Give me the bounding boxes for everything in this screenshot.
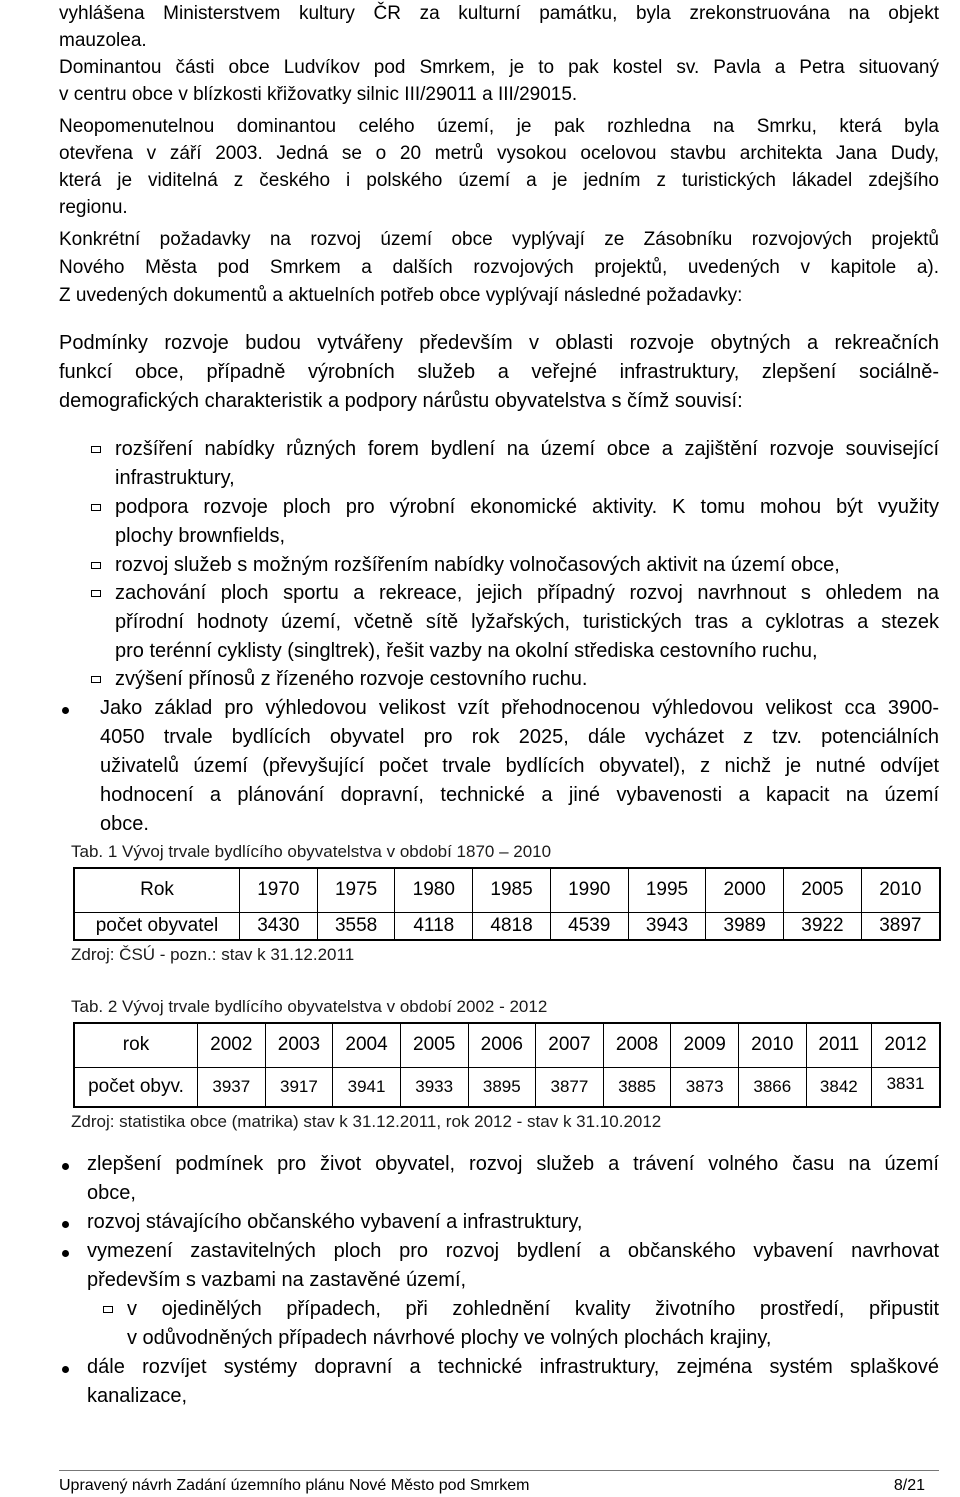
table-cell: 1970 <box>240 868 318 912</box>
table-cell: 1990 <box>550 868 628 912</box>
table-cell: 3842 <box>806 1067 871 1107</box>
text-line: v odůvodněných případech návrhové plochy ve volných plochách krajiny, <box>127 1327 772 1349</box>
table-cell: 1975 <box>317 868 395 912</box>
konkretni-paragraph <box>59 226 939 310</box>
text-line: kanalizace, <box>87 1385 188 1407</box>
podminky-paragraph <box>59 329 939 416</box>
text-line: mauzolea. <box>59 30 147 51</box>
list-item <box>127 1295 939 1353</box>
text-line: dále rozvíjet systémy dopravní a technické infrastruktury, zejména systém splaškové <box>87 1356 939 1378</box>
text-line: hodnocení a plánování dopravní, technické a jiné vybavenosti a kapacit na území <box>100 784 939 806</box>
text-line: pro terénní cyklisty (singltrek), řešit vazby na okolní střediska cestovního ruchu, <box>115 640 818 662</box>
table-cell: 4539 <box>550 912 628 940</box>
table-cell: 3895 <box>468 1067 536 1107</box>
table-source: Zdroj: ČSÚ - pozn.: stav k 31.12.2011 <box>71 945 355 964</box>
square-bullet-icon <box>91 676 101 683</box>
text-line: Jako základ pro výhledovou velikost vzít přehodnocenou výhledovou velikost cca 3900- <box>100 697 939 719</box>
table-header-row <box>74 868 940 912</box>
table-cell: počet obyv. <box>74 1067 198 1107</box>
text-line: uživatelů území (převyšující počet trvale bydlících obyvatel), z nichž je nutné odvíjet <box>100 755 939 777</box>
list-item <box>115 435 939 493</box>
text-line: přírodní hodnoty území, včetně sítě lyžařských, turistických tras a cyklotras a stezek <box>115 611 939 633</box>
text-line: především s vazbami na zastavěné území, <box>87 1269 467 1291</box>
list-item <box>115 579 939 666</box>
text-line: rozvoj služeb s možným rozšířením nabídky volnočasových aktivit na území obce, <box>115 554 840 576</box>
table-cell: Rok <box>74 868 240 912</box>
text-line: Neopomenutelnou dominantou celého území, je pak rozhledna na Smrku, která byla <box>59 116 939 137</box>
text-line: podpora rozvoje ploch pro výrobní ekonomické aktivity. K tomu mohou být využity <box>115 496 939 518</box>
table-cell: 1995 <box>628 868 706 912</box>
table-cell: 2006 <box>468 1023 536 1067</box>
page-number: 8/21 <box>893 1477 925 1494</box>
text-line: Nového Města pod Smrkem a dalších rozvojových projektů, uvedených v kapitole a). <box>59 257 939 278</box>
text-line: Podmínky rozvoje budou vytvářeny především v oblasti rozvoje obytných a rekreačních <box>59 332 939 354</box>
list-item <box>87 1208 939 1237</box>
text-line: obce. <box>100 813 149 835</box>
table-cell: 1980 <box>395 868 473 912</box>
table-cell: 3897 <box>861 912 940 940</box>
text-line: zlepšení podmínek pro život obyvatel, rozvoj služeb a trávení volného času na území <box>87 1153 939 1175</box>
table-cell: 2004 <box>333 1023 401 1067</box>
text-line: v centru obce v blízkosti křižovatky silnic III/29011 a III/29015. <box>59 84 578 105</box>
table-cell: 3922 <box>784 912 862 940</box>
table-cell: 4818 <box>473 912 551 940</box>
table-cell: 3430 <box>240 912 318 940</box>
text-line: vyhlášena Ministerstvem kultury ČR za kulturní památku, byla zrekonstruována na objekt <box>59 3 939 24</box>
text-line: otevřena v září 2003. Jedná se o 20 metrů vysokou ocelovou stavbu architekta Jana Dudy, <box>59 143 939 164</box>
table-cell: 3558 <box>317 912 395 940</box>
text-line: demografických charakteristik a podpory nárůstu obyvatelstva s čímž souvisí: <box>59 390 743 412</box>
population-table-1 <box>73 867 941 941</box>
table-row <box>74 912 940 940</box>
table-cell: 3877 <box>536 1067 604 1107</box>
table-cell: 4118 <box>395 912 473 940</box>
list-item <box>115 493 939 551</box>
square-bullet-icon <box>103 1306 113 1313</box>
table-cell: 2008 <box>603 1023 671 1067</box>
text-line: obce, <box>87 1182 136 1204</box>
text-line: v ojedinělých případech, při zohlednění kvality životního prostředí, připustit <box>127 1298 939 1320</box>
table-cell: 2011 <box>806 1023 871 1067</box>
table-cell: 2007 <box>536 1023 604 1067</box>
table-caption: Tab. 2 Vývoj trvale bydlícího obyvatelstva v období 2002 - 2012 <box>71 997 548 1016</box>
bullet-icon <box>62 1221 69 1228</box>
text-line: rozšíření nabídky různých forem bydlení na území obce a zajištění rozvoje související <box>115 438 939 460</box>
text-line: která je viditelná z českého i polského území a je jedním z turistických lákadel zdejšího <box>59 170 939 191</box>
table-cell: 3831 <box>872 1067 940 1107</box>
table-cell: 3989 <box>706 912 784 940</box>
table-cell: 2002 <box>198 1023 266 1067</box>
table-cell: počet obyvatel <box>74 912 240 940</box>
text-line: rozvoj stávajícího občanského vybavení a infrastruktury, <box>87 1211 583 1233</box>
text-line: vymezení zastavitelných ploch pro rozvoj bydlení a občanského vybavení navrhovat <box>87 1240 939 1262</box>
list-item <box>87 1237 939 1295</box>
rozhledna-paragraph <box>59 113 939 221</box>
table-caption: Tab. 1 Vývoj trvale bydlícího obyvatelstva v období 1870 – 2010 <box>71 842 552 861</box>
table-cell: 3933 <box>400 1067 468 1107</box>
table-cell: 1985 <box>473 868 551 912</box>
text-line: zachování ploch sportu a rekreace, jejich případný rozvoj navrhnout s ohledem na <box>115 582 939 604</box>
square-bullet-icon <box>91 590 101 597</box>
table-cell: 2000 <box>706 868 784 912</box>
list-item <box>87 1353 939 1411</box>
text-line: Z uvedených dokumentů a aktuelních potřeb obce vyplývají následné požadavky: <box>59 285 743 306</box>
list-item <box>115 551 939 580</box>
table-cell: 3866 <box>739 1067 807 1107</box>
footer-title: Upravený návrh Zadání územního plánu Nové Město pod Smrkem <box>59 1477 530 1494</box>
text-line: zvýšení přínosů z řízeného rozvoje cestovního ruchu. <box>115 668 588 690</box>
table-cell: 2010 <box>861 868 940 912</box>
table-source: Zdroj: statistika obce (matrika) stav k 31.12.2011, rok 2012 - stav k 31.10.2012 <box>71 1112 662 1131</box>
intro-paragraph <box>59 0 939 108</box>
list-item <box>87 1150 939 1208</box>
square-bullet-icon <box>91 504 101 511</box>
text-line: funkcí obce, případně výrobních služeb a veřejné infrastruktury, zlepšení sociálně- <box>59 361 939 383</box>
square-bullet-icon <box>91 446 101 453</box>
table-cell: 2010 <box>739 1023 807 1067</box>
table-header-row <box>74 1023 940 1067</box>
list-item <box>115 665 939 694</box>
bullet-icon <box>62 1250 69 1257</box>
text-line: plochy brownfields, <box>115 525 286 547</box>
text-line: 4050 trvale bydlících obyvatel pro rok 2025, dále vycházet z tzv. potenciálních <box>100 726 939 748</box>
bullet-icon <box>62 1163 69 1170</box>
list-item <box>100 694 939 839</box>
table-cell: 3943 <box>628 912 706 940</box>
population-table-2 <box>73 1022 941 1108</box>
table-cell: 2005 <box>400 1023 468 1067</box>
table-cell: 3885 <box>603 1067 671 1107</box>
table-cell: 2012 <box>872 1023 940 1067</box>
table-cell: 3937 <box>198 1067 266 1107</box>
table-cell: 2003 <box>265 1023 333 1067</box>
text-line: infrastruktury, <box>115 467 235 489</box>
table-cell: 2005 <box>784 868 862 912</box>
table-cell: 3941 <box>333 1067 401 1107</box>
table-cell: 3917 <box>265 1067 333 1107</box>
bullet-icon <box>62 1366 69 1373</box>
table-row <box>74 1067 940 1107</box>
square-bullet-icon <box>91 562 101 569</box>
text-line: Dominantou části obce Ludvíkov pod Smrkem, je to pak kostel sv. Pavla a Petra situovaný <box>59 57 939 78</box>
bullet-icon <box>62 707 69 714</box>
footer-divider <box>59 1470 939 1471</box>
text-line: Konkrétní požadavky na rozvoj území obce vyplývají ze Zásobníku rozvojových projektů <box>59 229 939 250</box>
table-cell: 2009 <box>671 1023 739 1067</box>
table-cell: 3873 <box>671 1067 739 1107</box>
table-cell: rok <box>74 1023 198 1067</box>
text-line: regionu. <box>59 197 128 218</box>
